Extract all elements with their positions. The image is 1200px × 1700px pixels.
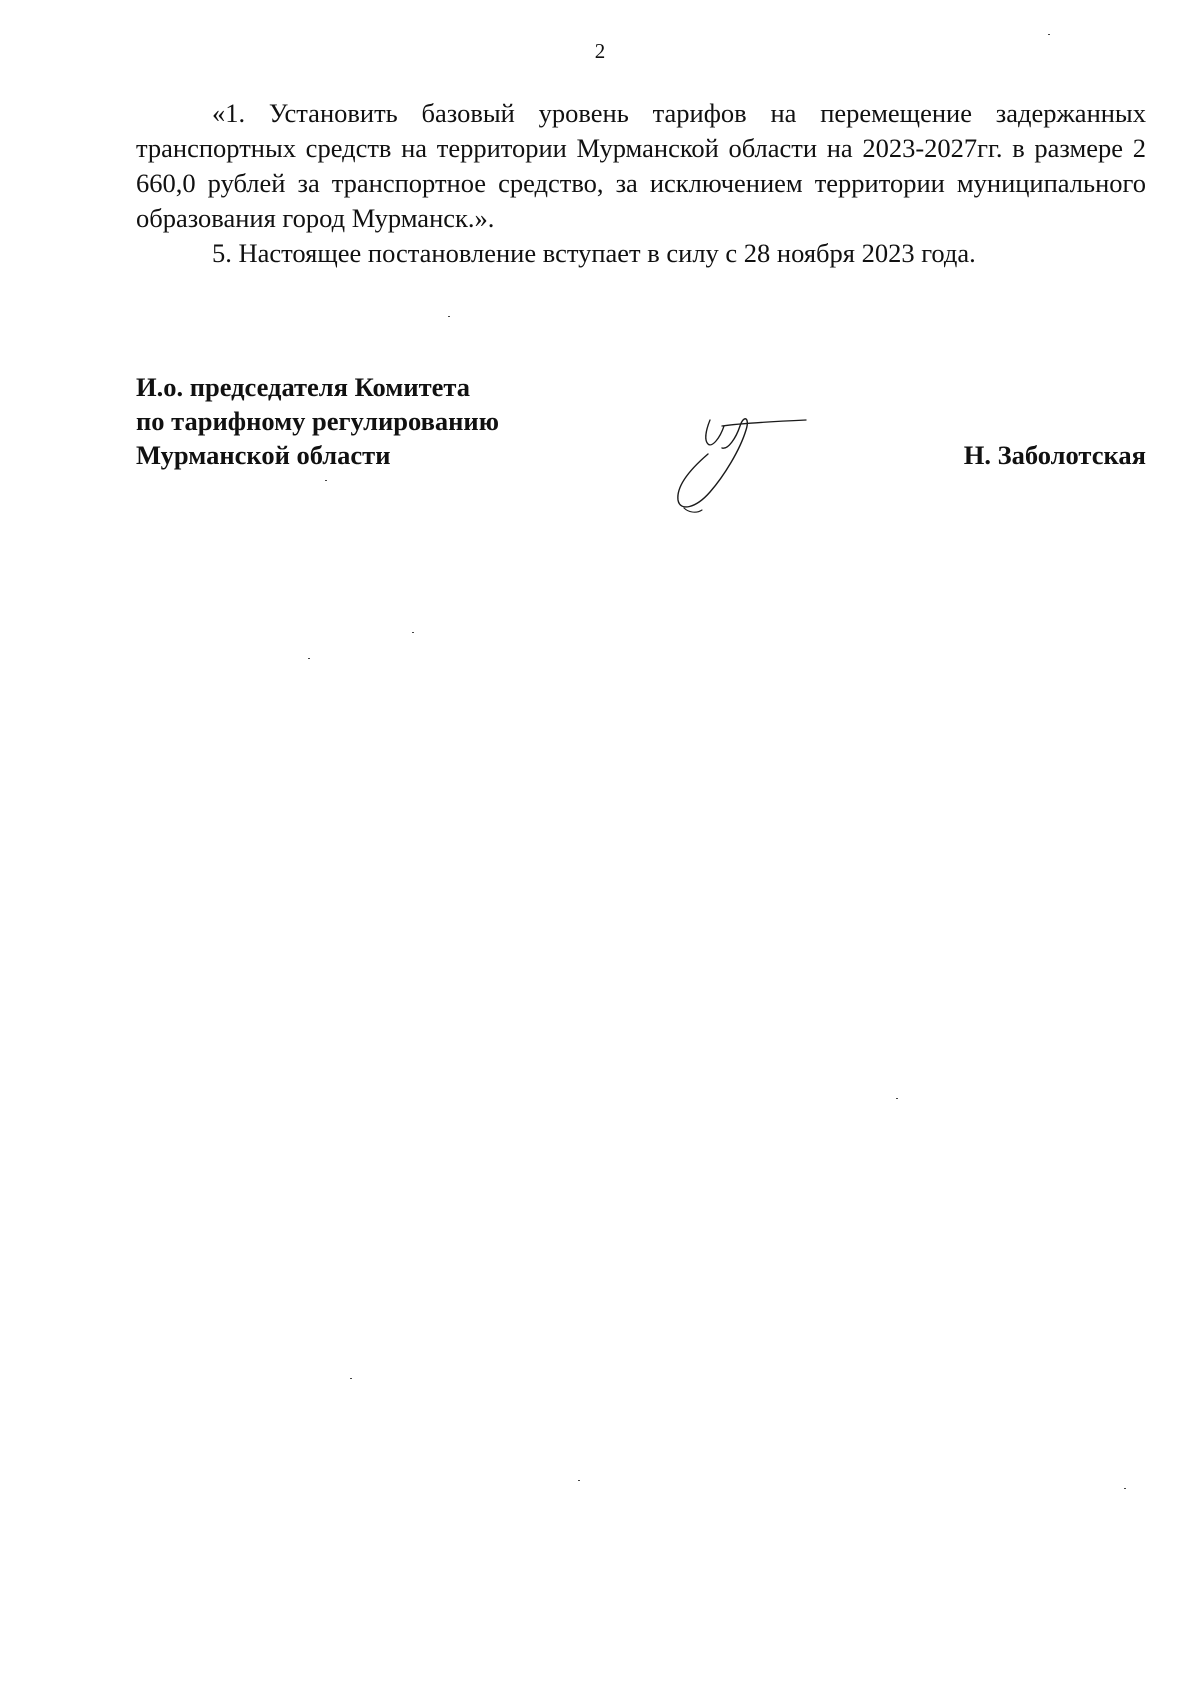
scan-speck — [578, 1480, 580, 1481]
scan-speck — [325, 480, 327, 481]
signature-block — [136, 370, 1146, 530]
handwritten-signature — [666, 404, 816, 514]
scan-speck — [896, 1098, 898, 1099]
scan-speck — [412, 632, 414, 633]
signer-name: Н. Заболотская — [963, 440, 1146, 470]
scan-speck — [448, 316, 450, 317]
paragraph-effective-date: 5. Настоящее постановление вступает в силу с 28 ноября 2023 года. — [212, 238, 976, 268]
signer-title-line: Мурманской области — [136, 440, 391, 470]
paragraph-tariff-clause: «1. Установить базовый уровень тарифов на перемещение задержанных транспортных средств на территории Мурманской области на 2023-2027гг. в размере 2 660,0 рублей за транспортное средство, за исключением территории муниципального образования город Мурманск.». — [136, 98, 1146, 233]
document-body — [136, 96, 1146, 271]
signer-title — [136, 370, 499, 472]
signer-title-line: по тарифному регулированию — [136, 406, 499, 436]
scan-speck — [1048, 34, 1050, 35]
signer-title-line: И.о. председателя Комитета — [136, 372, 470, 402]
scan-speck — [308, 658, 310, 659]
page-number: 2 — [594, 39, 606, 63]
scan-speck — [1124, 1488, 1126, 1489]
scan-speck — [350, 1378, 352, 1379]
